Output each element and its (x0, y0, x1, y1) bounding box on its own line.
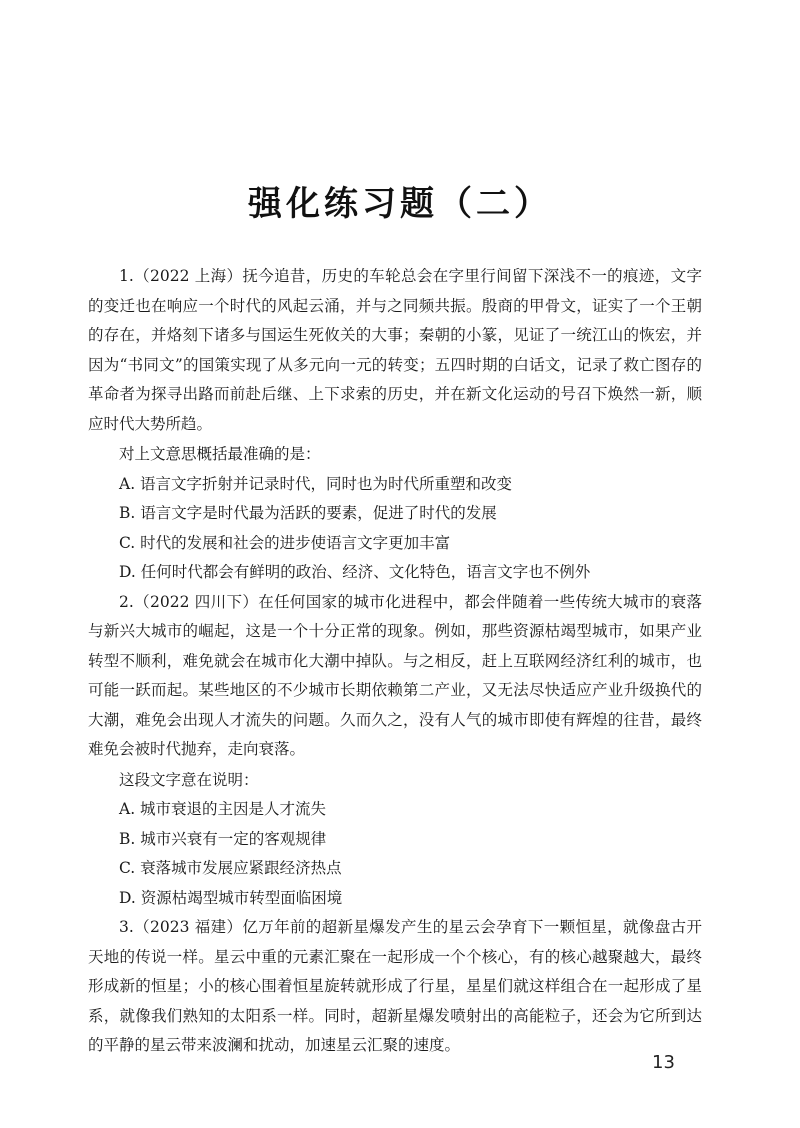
question-content (88, 262, 702, 1061)
page-title: 强化练习题（二） (248, 184, 552, 224)
question-prompt: 这段文字意在说明： (119, 770, 259, 789)
question-prompt: 对上文意思概括最准确的是： (119, 445, 321, 463)
option-b: B. 语言文字是时代最为活跃的要素，促进了时代的发展 (119, 504, 497, 522)
option-b: B. 城市兴衰有一定的客观规律 (119, 829, 327, 848)
option-d: D. 任何时代都会有鲜明的政治、经济、文化特色，语言文字也不例外 (119, 563, 591, 581)
question-stem: 3.（2023 福建）亿万年前的超新星爆发产生的星云会孕育下一颗恒星，就像盘古开天地的传说一样。星云中重的元素汇聚在一起形成一个个核心，有的核心越聚越大，最终形成新的恒星；小的核心围着恒星旋转就形成了行星，星星们就这样组合在一起形成了星系，就像我们熟知的太阳系一样。同时，超新星爆发喷射出的高能粒子，还会为它所到达的平静的星云带来波澜和扰动，加速星云汇聚的速度。 (88, 918, 702, 1054)
option-a: A. 语言文字折射并记录时代，同时也为时代所重塑和改变 (119, 474, 513, 493)
option-c: C. 时代的发展和社会的进步使语言文字更加丰富 (119, 533, 451, 552)
option-a: A. 城市衰退的主因是人才流失 (119, 800, 327, 818)
page-number: 13 (652, 1052, 675, 1073)
question-stem: 1.（2022 上海）抚今追昔，历史的车轮总会在字里行间留下深浅不一的痕迹，文字的变迁也在响应一个时代的风起云涌，并与之同频共振。殷商的甲骨文，证实了一个王朝的存在，并烙刻下诸多与国运生死攸关的大事；秦朝的小篆，见证了一统江山的恢宏，并因为“书同文”的国策实现了从多元向一元的转变；五四时期的白话文，记录了救亡图存的革命者为探寻出路而前赴后继、上下求索的历史，并在新文化运动的号召下焕然一新，顺应时代大势所趋。 (88, 267, 702, 433)
question-2 (88, 588, 702, 914)
option-c: C. 衰落城市发展应紧跟经济热点 (119, 859, 342, 877)
question-stem: 2.（2022 四川下）在任何国家的城市化进程中，都会伴随着一些传统大城市的衰落与新兴大城市的崛起，这是一个十分正常的现象。例如，那些资源枯竭型城市，如果产业转型不顺利，难免就会在城市化大潮中掉队。与之相反，赶上互联网经济红利的城市，也可能一跃而起。某些地区的不少城市长期依赖第二产业，又无法尽快适应产业升级换代的大潮，难免会出现人才流失的问题。久而久之，没有人气的城市即使有辉煌的往昔，最终难免会被时代抛弃，走向衰落。 (88, 592, 702, 758)
question-3 (88, 913, 702, 1061)
option-d: D. 资源枯竭型城市转型面临困境 (119, 888, 343, 907)
question-1 (88, 262, 702, 588)
